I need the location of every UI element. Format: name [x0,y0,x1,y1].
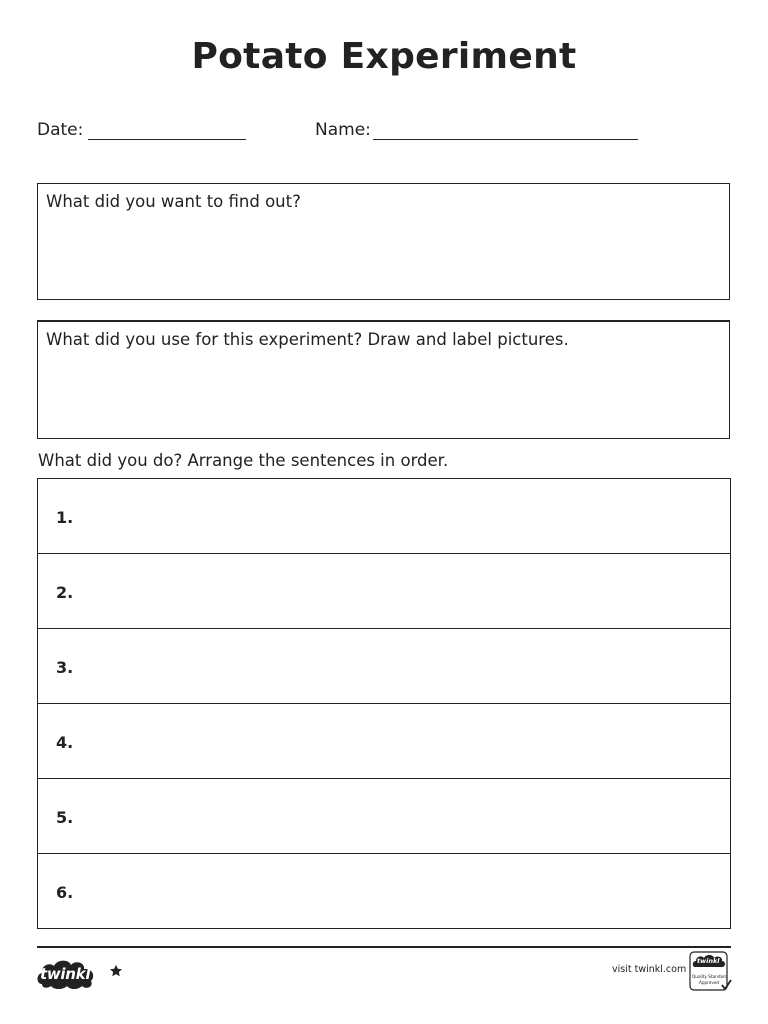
step-row[interactable] [38,629,730,704]
steps-table [37,478,731,929]
quality-badge-icon [689,951,733,993]
step-row[interactable] [38,704,730,779]
name-label: Name: [315,120,371,140]
date-label: Date: [37,120,84,140]
step-row[interactable] [38,554,730,629]
step-row[interactable] [38,854,730,929]
footer-divider [37,946,731,948]
step-number: 6. [56,883,74,902]
step-number: 4. [56,733,74,752]
materials-prompt: What did you use for this experiment? Draw and label pictures. [46,330,569,349]
step-row[interactable] [38,479,730,554]
logo-text: twinkl [40,965,91,983]
step-number: 5. [56,808,74,827]
badge-line1: Quality Standard [692,974,728,979]
header-fields [0,120,768,144]
star-icon [109,963,123,982]
find-out-box[interactable] [37,183,730,300]
step-number: 1. [56,508,74,527]
step-number: 3. [56,658,74,677]
badge-brand: twinkl [697,957,720,965]
visit-link[interactable]: visit twinkl.com [612,964,687,975]
twinkl-logo-icon [36,956,98,990]
steps-heading: What did you do? Arrange the sentences in order. [38,451,449,470]
date-field[interactable] [88,139,246,140]
badge-line2: Approved [699,980,720,985]
materials-box[interactable] [37,320,730,439]
page-title: Potato Experiment [191,36,577,77]
step-number: 2. [56,583,74,602]
step-row[interactable] [38,779,730,854]
find-out-prompt: What did you want to find out? [46,192,301,211]
name-field[interactable] [373,139,638,140]
